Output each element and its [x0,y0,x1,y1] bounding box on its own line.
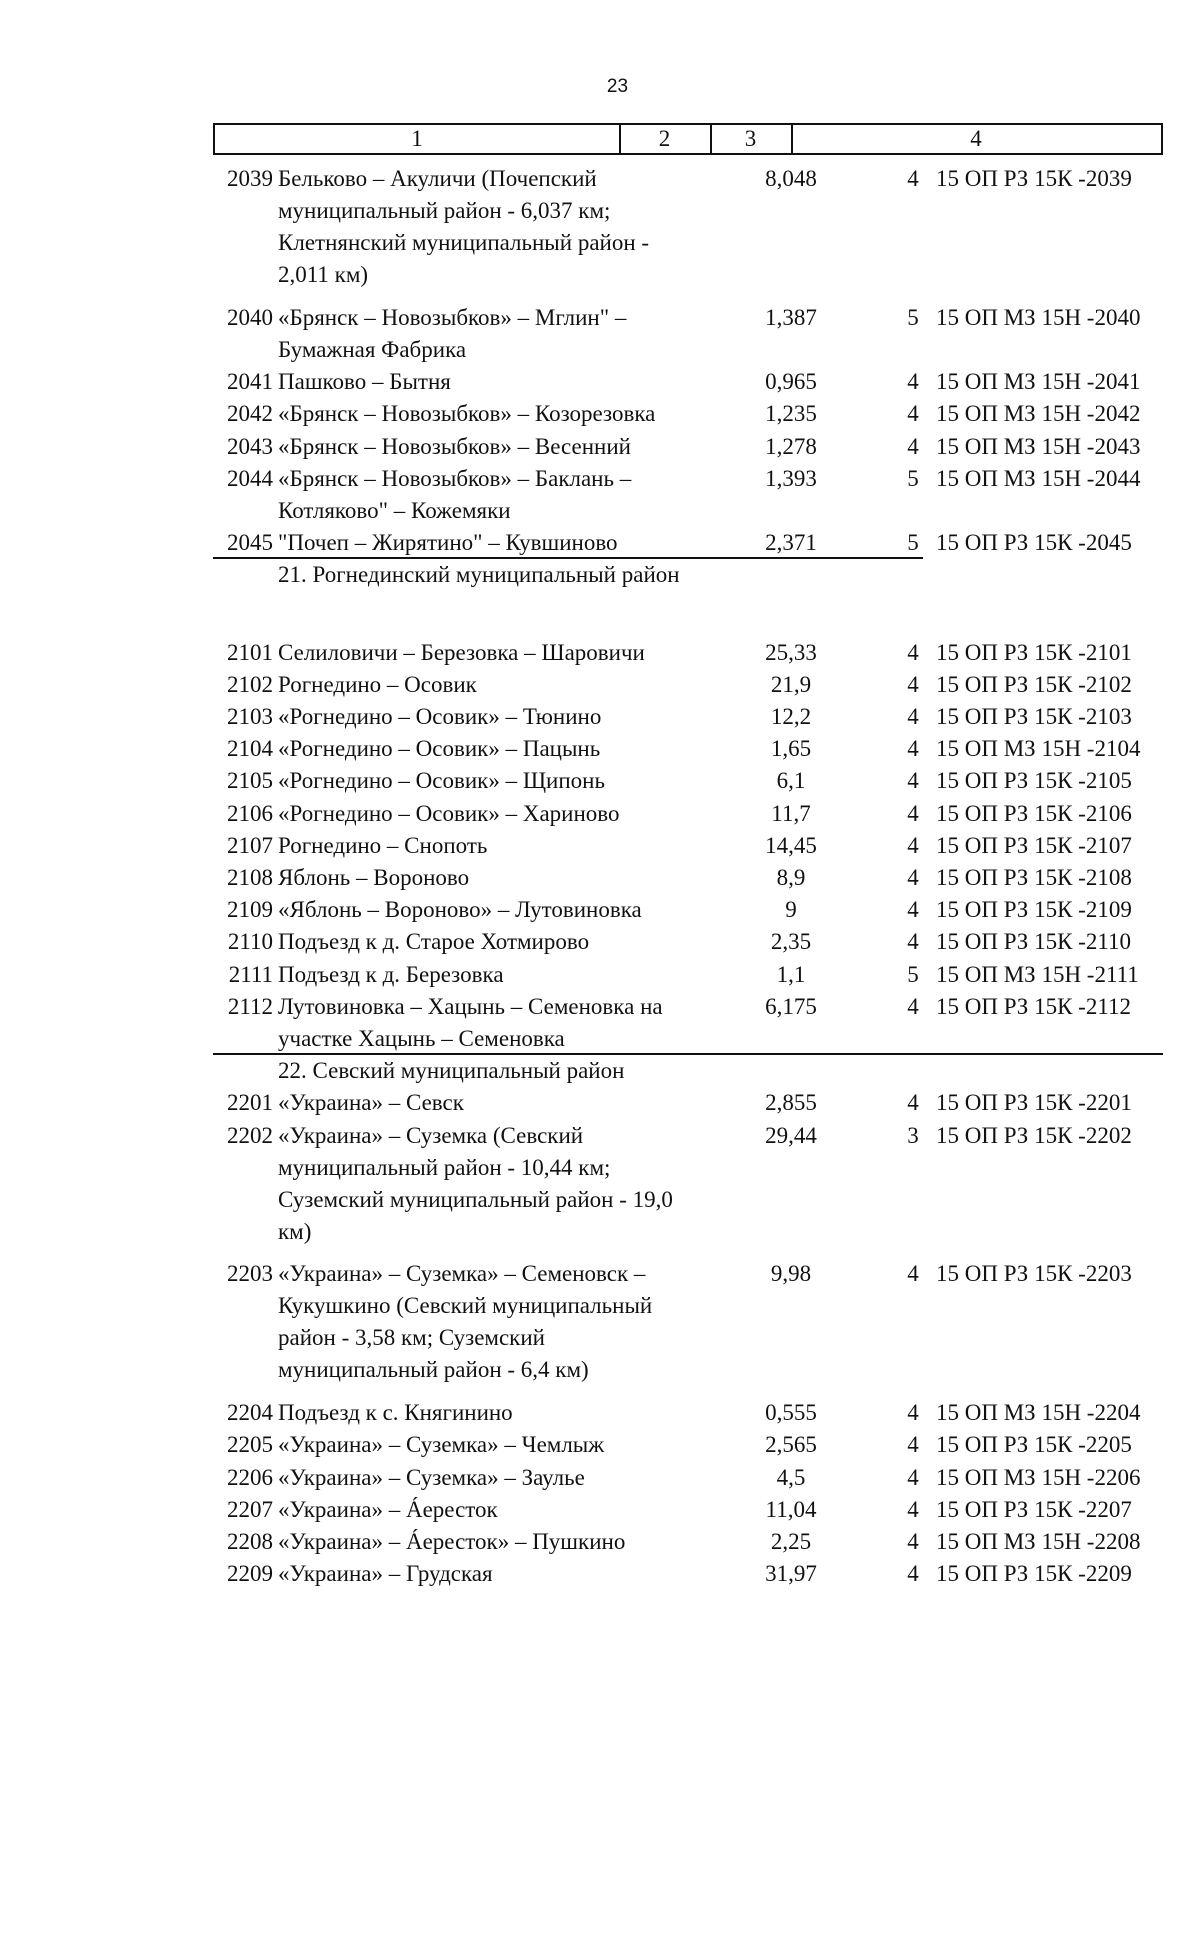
road-name-line: «Украина» – Суземка (Севский [278,1122,584,1148]
road-category: 4 [907,639,919,665]
road-category: 5 [907,530,919,556]
road-name-line: Кукушкино (Севский муниципальный [278,1293,653,1319]
road-category: 4 [907,929,919,955]
road-code: 15 ОП РЗ 15К -2039 [936,166,1132,191]
road-name [278,463,718,527]
road-name [278,1558,718,1590]
road-code: 15 ОП РЗ 15К -2202 [936,1122,1132,1148]
road-name-line: «Брянск – Новозыбков» – Мглин" – [278,304,627,330]
road-code: 15 ОП РЗ 15К -2205 [936,1432,1132,1458]
road-name-line: Подъезд к д. Старое Хотмирово [278,929,590,955]
road-length: 9 [785,897,797,923]
road-category: 4 [907,433,919,459]
road-name [278,302,718,366]
road-name-line: 2,011 км) [278,262,369,287]
road-name [278,894,718,926]
road-code: 15 ОП РЗ 15К -2201 [936,1090,1132,1116]
road-name [278,431,718,463]
road-number: 2107 [227,832,273,858]
road-number: 2101 [227,639,273,665]
road-code: 15 ОП РЗ 15К -2107 [936,832,1132,858]
road-category: 4 [907,704,919,730]
road-number: 2204 [227,1400,273,1426]
road-length: 11,04 [765,1496,817,1522]
road-name-line: Рогнедино – Снопоть [278,832,488,858]
road-code: 15 ОП РЗ 15К -2203 [936,1261,1132,1287]
road-name-line: км) [278,1218,312,1244]
road-name-line: участке Хацынь – Семеновка [278,1025,565,1051]
road-category: 4 [907,1464,919,1490]
road-category: 4 [907,993,919,1019]
road-length: 0,555 [765,1400,817,1426]
road-name [278,1258,718,1386]
road-length: 14,45 [765,832,817,858]
road-length: 2,371 [765,530,817,556]
road-name-line: Клетнянский муниципальный район - [278,230,650,255]
road-length: 4,5 [776,1464,806,1490]
road-number: 2105 [227,768,273,794]
road-code: 15 ОП РЗ 15К -2103 [936,704,1132,730]
road-category: 4 [907,1529,919,1555]
road-name [278,1120,718,1248]
road-number: 2110 [227,929,273,955]
road-number: 2112 [227,993,273,1019]
road-name-line: «Яблонь – Вороново» – Лутовиновка [278,897,642,923]
road-name-line: «Украина» – Суземка» – Заулье [278,1464,585,1490]
road-category: 4 [907,671,919,697]
road-name [278,163,718,291]
road-name-line: Бумажная Фабрика [278,336,467,362]
road-name [278,991,718,1055]
road-length: 1,387 [765,304,817,330]
road-category: 4 [907,768,919,794]
road-name [278,1429,718,1461]
road-number: 2207 [227,1496,273,1522]
road-name [278,1526,718,1558]
road-name [278,1397,718,1429]
road-length: 1,1 [776,961,806,987]
road-number: 2042 [227,401,273,427]
road-number: 2206 [227,1464,273,1490]
road-length: 1,278 [765,433,817,459]
road-code: 15 ОП РЗ 15К -2045 [936,530,1132,556]
road-length: 0,965 [765,369,817,395]
road-category: 5 [907,304,919,330]
road-code: 15 ОП РЗ 15К -2108 [936,865,1132,891]
road-name-line: муниципальный район - 6,4 км) [278,1357,589,1383]
road-category: 4 [907,1261,919,1287]
road-length: 1,393 [765,465,817,491]
road-name-line: Пашково – Бытня [278,369,451,395]
road-category: 4 [907,401,919,427]
road-number: 2203 [227,1261,273,1287]
road-category: 4 [907,865,919,891]
road-code: 15 ОП МЗ 15Н -2111 [936,961,1139,987]
road-code: 15 ОП МЗ 15Н -2208 [936,1529,1141,1555]
road-category: 4 [907,832,919,858]
road-name-line: "Почеп – Жирятино" – Кувшиново [278,530,618,556]
road-category: 4 [907,800,919,826]
road-name [278,527,718,559]
road-name [278,398,718,430]
road-length: 6,175 [765,993,817,1019]
road-name-line: Подъезд к д. Березовка [278,961,504,987]
road-length: 12,2 [770,704,812,730]
road-name [278,1087,718,1119]
road-length: 9,98 [770,1261,812,1287]
road-name-line: «Рогнедино – Осовик» – Пацынь [278,736,601,762]
road-name-line: «Брянск – Новозыбков» – Весенний [278,433,631,459]
header-col-3: 3 [744,126,757,151]
road-name-line: «Брянск – Новозыбков» – Баклань – [278,465,632,491]
road-length: 6,1 [776,768,806,794]
road-name-line: «Украина» – Суземка» – Семеновск – [278,1261,646,1287]
road-name-line: «Украина» – Грудская [278,1561,493,1587]
roads-table [213,123,1163,1587]
road-code: 15 ОП РЗ 15К -2106 [936,800,1132,826]
road-number: 2209 [227,1561,273,1587]
road-code: 15 ОП МЗ 15Н -2043 [936,433,1141,459]
road-category: 4 [907,897,919,923]
road-number: 2109 [227,897,273,923]
road-category: 4 [907,1561,919,1587]
road-name-line: Котляково" – Кожемяки [278,497,511,523]
section-title: 22. Севский муниципальный район [278,1058,625,1084]
road-code: 15 ОП РЗ 15К -2207 [936,1496,1132,1522]
road-name-line: «Украина» – Севск [278,1090,464,1116]
road-category: 5 [907,465,919,491]
road-name [278,765,718,797]
road-code: 15 ОП МЗ 15Н -2041 [936,369,1141,395]
road-name-line: Селиловичи – Березовка – Шаровичи [278,639,645,665]
road-length: 2,855 [765,1090,817,1116]
road-length: 29,44 [765,1122,817,1148]
road-name-line: «Рогнедино – Осовик» – Хариново [278,800,620,826]
header-col-1: 1 [411,126,423,151]
road-number: 2102 [227,671,273,697]
road-length: 2,565 [765,1432,817,1458]
road-category: 4 [907,736,919,762]
road-name-line: Лутовиновка – Хацынь – Семеновка на [278,993,663,1019]
road-name [278,669,718,701]
road-length: 8,048 [765,166,817,191]
road-number: 2108 [227,865,273,891]
road-number: 2103 [227,704,273,730]
road-category: 4 [907,369,919,395]
header-col-2: 2 [658,126,671,151]
road-name-line: район - 3,58 км; Суземский [278,1325,545,1351]
road-code: 15 ОП МЗ 15Н -2206 [936,1464,1141,1490]
road-name [278,830,718,862]
road-name [278,926,718,958]
road-name [278,798,718,830]
road-name-line: «Украина» – Áересток» – Пушкино [278,1529,626,1555]
road-category: 5 [907,961,919,987]
road-name-line: «Украина» – Суземка» – Чемлыж [278,1432,605,1458]
road-name-line: «Украина» – Áересток [278,1496,498,1522]
road-number: 2045 [227,530,273,556]
road-number: 2205 [227,1432,273,1458]
road-name-line: Яблонь – Вороново [278,865,470,891]
road-number: 2043 [227,433,273,459]
road-name-line: Суземский муниципальный район - 19,0 [278,1186,673,1212]
page-number: 23 [606,76,629,97]
road-category: 3 [907,1122,919,1148]
road-code: 15 ОП РЗ 15К -2105 [936,768,1132,794]
road-code: 15 ОП РЗ 15К -2109 [936,897,1132,923]
road-category: 4 [907,1432,919,1458]
table-header [213,123,1163,155]
section-title: 21. Рогнединский муниципальный район [278,562,680,588]
road-name-line: Бельково – Акуличи (Почепский [278,166,597,191]
road-number: 2041 [227,369,273,395]
road-number: 2039 [227,166,273,191]
road-length: 25,33 [765,639,817,665]
road-number: 2044 [227,465,273,491]
road-name [278,637,718,669]
road-code: 15 ОП МЗ 15Н -2042 [936,401,1141,427]
road-code: 15 ОП РЗ 15К -2101 [936,639,1132,665]
road-name [278,1462,718,1494]
road-category: 4 [907,1496,919,1522]
road-length: 2,25 [770,1529,812,1555]
road-name [278,862,718,894]
road-number: 2104 [227,736,273,762]
road-name-line: «Брянск – Новозыбков» – Козорезовка [278,401,656,427]
road-name [278,701,718,733]
road-name-line: «Рогнедино – Осовик» – Щипонь [278,768,605,794]
road-length: 2,35 [770,929,812,955]
road-name [278,959,718,991]
road-code: 15 ОП РЗ 15К -2112 [936,993,1131,1019]
road-number: 2040 [227,304,273,330]
road-name-line: муниципальный район - 6,037 км; [278,198,611,223]
road-length: 31,97 [765,1561,817,1587]
road-code: 15 ОП РЗ 15К -2110 [936,929,1131,955]
road-number: 2202 [227,1122,273,1148]
road-name-line: муниципальный район - 10,44 км; [278,1154,611,1180]
road-name [278,1494,718,1526]
header-col-4: 4 [970,126,982,151]
road-code: 15 ОП РЗ 15К -2102 [936,671,1132,697]
road-length: 1,235 [765,401,817,427]
road-number: 2208 [227,1529,273,1555]
road-length: 21,9 [770,671,812,697]
road-code: 15 ОП РЗ 15К -2209 [936,1561,1132,1587]
road-name [278,733,718,765]
road-code: 15 ОП МЗ 15Н -2044 [936,465,1141,491]
road-name-line: Рогнедино – Осовик [278,671,477,697]
road-number: 2111 [228,961,273,987]
road-length: 8,9 [776,865,806,891]
road-length: 11,7 [771,800,811,826]
road-code: 15 ОП МЗ 15Н -2040 [936,304,1141,330]
road-number: 2201 [227,1090,273,1116]
road-category: 4 [907,166,919,191]
road-name-line: Подъезд к с. Княгинино [278,1400,513,1426]
road-code: 15 ОП МЗ 15Н -2104 [936,736,1141,762]
road-code: 15 ОП МЗ 15Н -2204 [936,1400,1141,1426]
road-length: 1,65 [770,736,812,762]
road-name [278,366,718,398]
road-number: 2106 [227,800,273,826]
road-category: 4 [907,1400,919,1426]
road-category: 4 [907,1090,919,1116]
road-name-line: «Рогнедино – Осовик» – Тюнино [278,704,602,730]
